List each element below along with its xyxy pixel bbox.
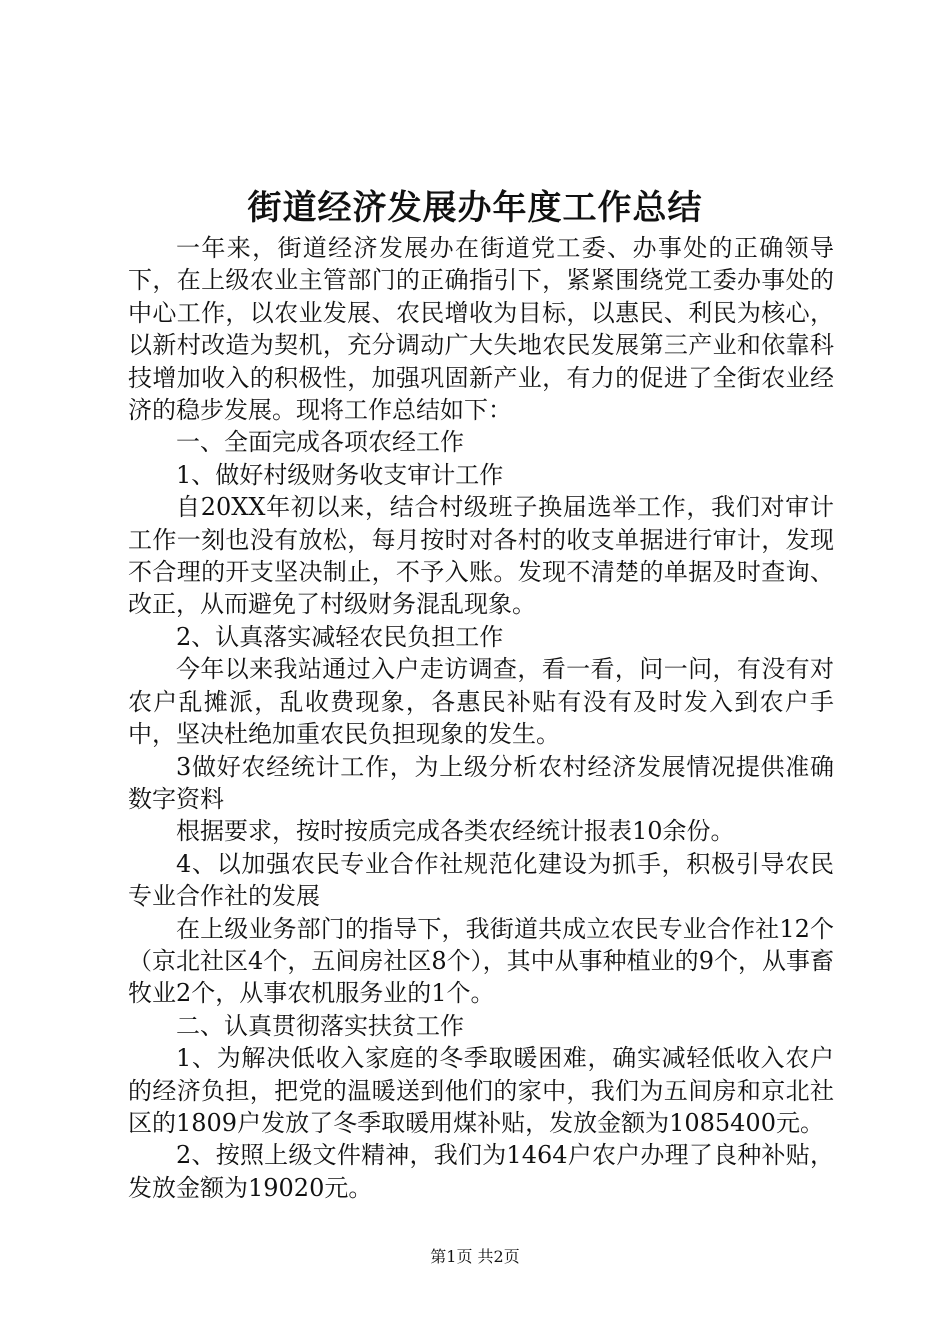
paragraph-audit: 自20XX年初以来，结合村级班子换届选举工作，我们对审计工作一刻也没有放松，每月按时对各村的收支单据进行审计，发现不合理的开支坚决制止，不予入账。发现不清楚的单据及时查询、改正，从而避免了村级财务混乱现象。	[128, 493, 834, 619]
paragraph-intro: 一年来，街道经济发展办在街道党工委、办事处的正确领导下，在上级农业主管部门的正确指引下，紧紧围绕党工委办事处的中心工作，以农业发展、农民增收为目标，以惠民、利民为核心，以新村改造为契机，充分调动广大失地农民发展第三产业和依靠科技增加收入的积极性，加强巩固新产业，有力的促进了全街农业经济的稳步发展。现将工作总结如下：	[128, 234, 834, 425]
section-heading-2: 二、认真贯彻落实扶贫工作	[176, 1011, 464, 1040]
paragraph-statistics: 根据要求，按时按质完成各类农经统计报表10余份。	[176, 817, 735, 846]
section-heading-1: 一、全面完成各项农经工作	[176, 428, 464, 457]
paragraph-cooperatives: 在上级业务部门的指导下，我街道共成立农民专业合作社12个（京北社区4个，五间房社区8个），其中从事种植业的9个，从事畜牧业2个，从事农机服务业的1个。	[128, 914, 834, 1008]
subheading-1-3: 3做好农经统计工作，为上级分析农村经济发展情况提供准确数字资料	[128, 752, 834, 813]
subheading-1-2: 2、认真落实减轻农民负担工作	[176, 622, 504, 651]
paragraph-seed-subsidy: 2、按照上级文件精神，我们为1464户农户办理了良种补贴，发放金额为19020元。	[128, 1141, 834, 1202]
subheading-1-1: 1、做好村级财务收支审计工作	[176, 460, 504, 489]
paragraph-burden: 今年以来我站通过入户走访调查，看一看，问一问，有没有对农户乱摊派，乱收费现象，各惠民补贴有没有及时发入到农户手中，坚决杜绝加重农民负担现象的发生。	[128, 655, 834, 749]
document-body	[128, 232, 834, 1204]
document-title: 街道经济发展办年度工作总结	[247, 188, 703, 228]
subheading-1-4: 4、以加强农民专业合作社规范化建设为抓手，积极引导农民专业合作社的发展	[128, 849, 834, 911]
page-footer: 第1页 共2页	[430, 1247, 520, 1266]
paragraph-heating-subsidy: 1、为解决低收入家庭的冬季取暖困难，确实减轻低收入农户的经济负担，把党的温暖送到他们的家中，我们为五间房和京北社区的1809户发放了冬季取暖用煤补贴，发放金额为1085400元。	[128, 1044, 834, 1137]
